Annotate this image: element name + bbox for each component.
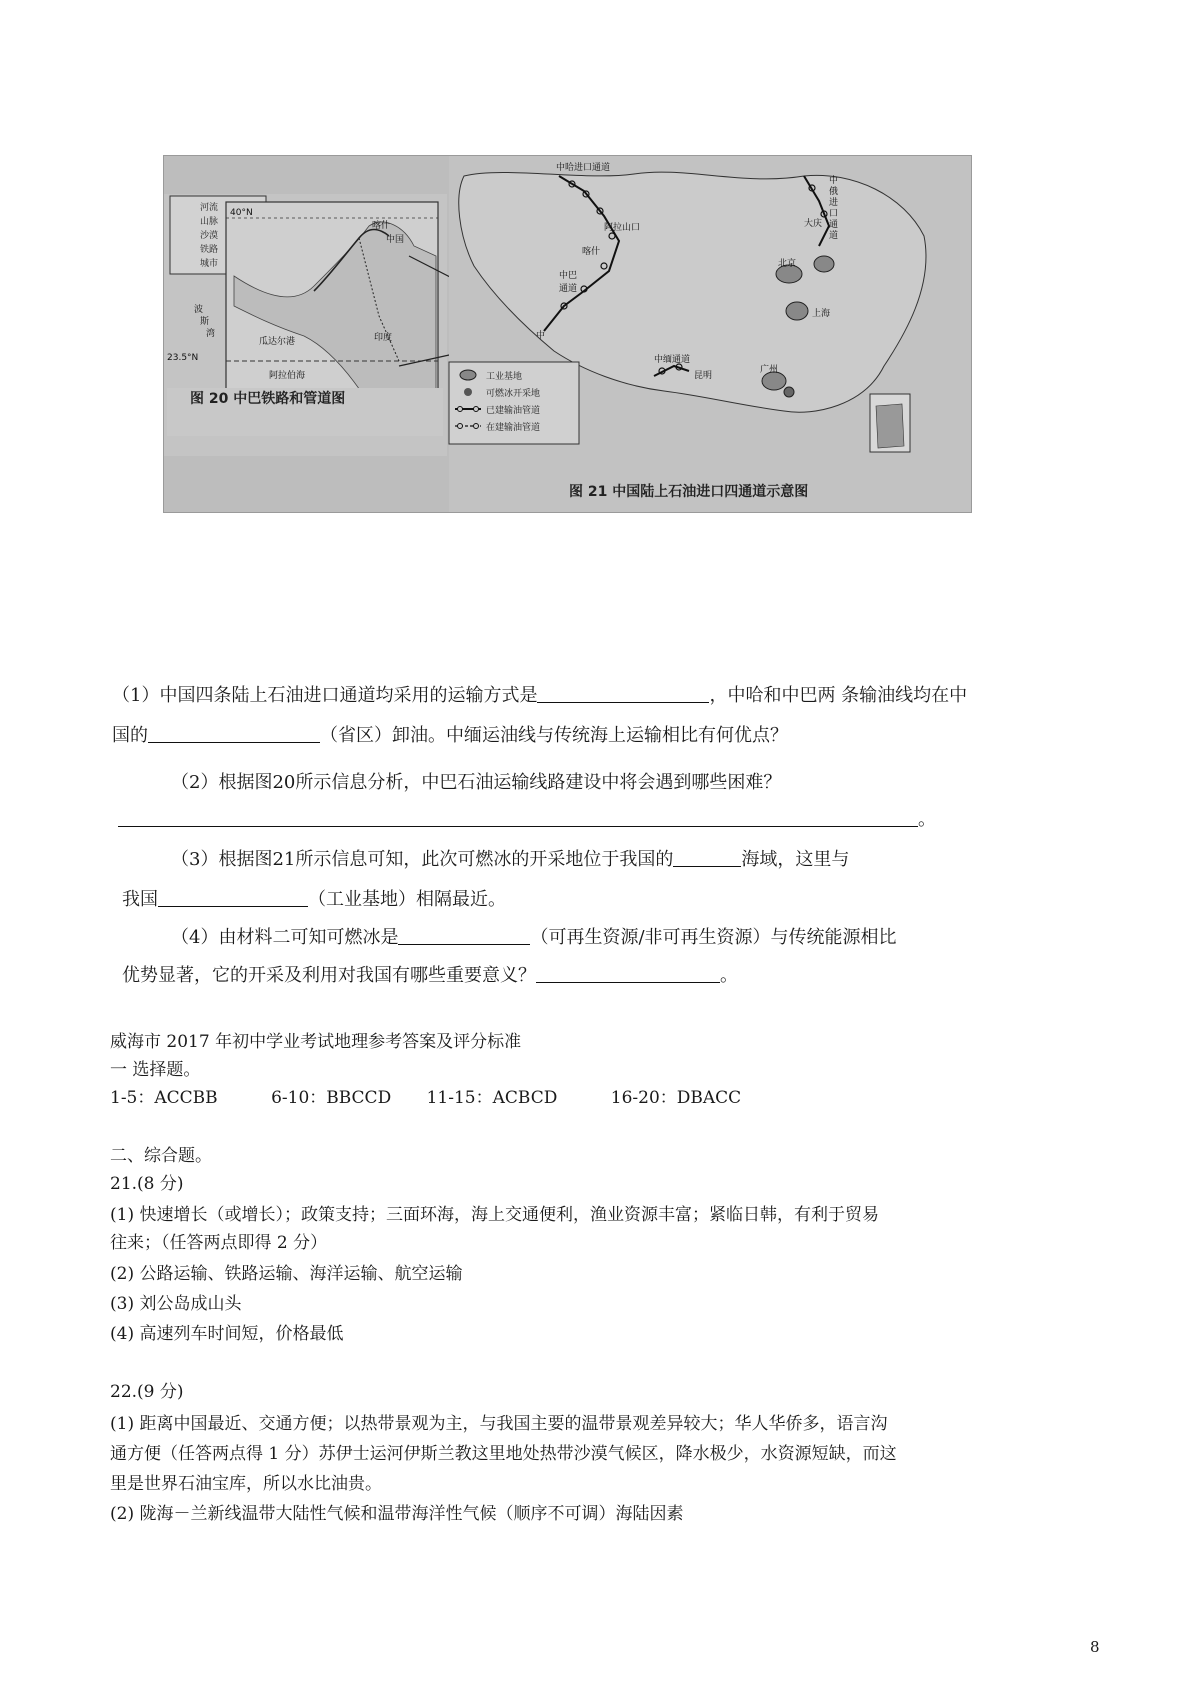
shanghai-label: 上海 xyxy=(812,309,831,319)
bosi-label-2: 斯 xyxy=(200,317,210,327)
q21-answer-1a: (1) 快速增长（或增长）；政策支持；三面环海，海上交通便利，渔业资源丰富；紧临日韩，有利于贸易 xyxy=(110,1205,879,1225)
kashi21-label: 喀什 xyxy=(582,247,601,257)
daqing-label: 大庆 xyxy=(804,219,823,229)
zhongba-label: 中巴通道 xyxy=(559,271,578,294)
question-4-line2 xyxy=(122,962,738,989)
alashan-label: 阿拉山口 xyxy=(604,223,641,233)
choice-16-20: 16-20：DBACC xyxy=(610,1088,742,1108)
q21-answer-3: (3) 刘公岛成山头 xyxy=(110,1294,242,1314)
legend21-industrial: 工业基地 xyxy=(486,372,523,382)
q1-text-d: （省区）卸油。中缅运油线与传统海上运输相比有何优点？ xyxy=(320,725,788,746)
zhonghe-label: 中哈进口通道 xyxy=(556,163,611,173)
guangzhou-label: 广州 xyxy=(760,365,779,375)
question-3-line2 xyxy=(122,886,506,913)
lat40-label: 40°N xyxy=(230,208,253,218)
beijing-label: 北京 xyxy=(778,259,797,269)
q21-heading: 21.(8 分) xyxy=(110,1174,184,1194)
q3-text-c: 我国 xyxy=(122,889,158,910)
caption-fig21: 图 21 中国陆上石油进口四通道示意图 xyxy=(569,484,809,500)
question-1-line1 xyxy=(112,682,967,709)
legend20-desert: 沙漠 xyxy=(200,231,219,241)
q1-text-a: （1）中国四条陆上石油进口通道均采用的运输方式是 xyxy=(112,685,538,706)
legend20-river: 河流 xyxy=(200,203,219,213)
q22-answer-1c: 里是世界石油宝库，所以水比油贵。 xyxy=(110,1474,382,1494)
zhongmian-label: 中缅通道 xyxy=(654,355,691,365)
q1-text-b: ，中哈和中巴两 条输油线均在中 xyxy=(709,685,968,706)
legend20-city: 城市 xyxy=(200,259,219,269)
q4-text-b: （可再生资源/非可再生资源）与传统能源相比 xyxy=(530,927,897,948)
question-2: （2）根据图20所示信息分析，中巴石油运输线路建设中将会遇到哪些困难？ xyxy=(171,772,782,793)
q4-text-a: （4）由材料二可知可燃冰是 xyxy=(171,927,399,948)
q21-answer-4: (4) 高速列车时间短，价格最低 xyxy=(110,1324,344,1344)
q22-answer-1b: 通方便（任答两点得 1 分）苏伊士运河伊斯兰教这里地处热带沙漠气候区，降水极少，水资源短缺，而这 xyxy=(110,1444,897,1464)
legend21-building: 在建输油管道 xyxy=(486,423,541,433)
legend20-mountain: 山脉 xyxy=(200,217,219,227)
q3-text-b: 海域，这里与 xyxy=(741,849,850,870)
legend20-railway: 铁路 xyxy=(200,245,219,255)
q1-blank-1[interactable] xyxy=(537,682,709,703)
q1-blank-2[interactable] xyxy=(148,722,320,743)
question-3-line1 xyxy=(171,846,849,873)
q4-blank-2[interactable] xyxy=(536,962,720,983)
choice-6-10: 6-10：BBCCD xyxy=(271,1088,392,1108)
zhonge-label: 中俄进口通道 xyxy=(829,176,839,241)
answers-title: 威海市 2017 年初中学业考试地理参考答案及评分标准 xyxy=(110,1032,522,1052)
legend21-iceburn: 可燃冰开采地 xyxy=(486,389,541,399)
lat23-label: 23.5°N xyxy=(167,353,199,363)
kunming-label: 昆明 xyxy=(694,371,713,381)
q2-end: 。 xyxy=(918,809,936,830)
q22-heading: 22.(9 分) xyxy=(110,1382,184,1402)
choice-answers-row xyxy=(110,1086,741,1110)
section-2-heading: 二、综合题。 xyxy=(110,1146,212,1166)
q3-text-a: （3）根据图21所示信息可知，此次可燃冰的开采地位于我国的 xyxy=(171,849,674,870)
choice-11-15: 11-15：ACBCD xyxy=(426,1088,558,1108)
arabian-sea-label: 阿拉伯海 xyxy=(269,371,306,381)
q4-text-c: 优势显著，它的开采及利用对我国有哪些重要意义？ xyxy=(122,965,536,986)
q3-blank-1[interactable] xyxy=(673,846,741,867)
q1-text-c: 国的 xyxy=(112,725,148,746)
q4-blank-1[interactable] xyxy=(398,924,530,945)
q21-answer-2: (2) 公路运输、铁路运输、海洋运输、航空运输 xyxy=(110,1264,463,1284)
bosi-label-1: 波 xyxy=(194,305,204,315)
zhong-label: 中 xyxy=(536,331,546,341)
question-1-line2 xyxy=(112,722,788,749)
choice-1-5: 1-5：ACCBB xyxy=(110,1088,218,1108)
china20-label: 中国 xyxy=(386,235,405,245)
question-4-line1 xyxy=(171,924,897,951)
india20-label: 印度 xyxy=(374,333,393,343)
q22-answer-1a: (1) 距离中国最近、交通方便；以热带景观为主，与我国主要的温带景观差异较大；华人华侨多，语言沟 xyxy=(110,1414,888,1434)
legend21-built: 已建输油管道 xyxy=(486,406,541,416)
bosi-label-3: 湾 xyxy=(206,329,216,339)
q4-end: 。 xyxy=(720,965,738,986)
q2-blank[interactable] xyxy=(118,806,918,827)
gwadar-label: 瓜达尔港 xyxy=(259,337,296,347)
page-number: 8 xyxy=(1090,1638,1100,1656)
kashi20-label: 喀什 xyxy=(372,221,391,231)
q22-answer-2: (2) 陇海－兰新线温带大陆性气候和温带海洋性气候（顺序不可调）海陆因素 xyxy=(110,1504,684,1524)
caption-fig20: 图 20 中巴铁路和管道图 xyxy=(190,391,346,407)
q3-blank-2[interactable] xyxy=(158,886,308,907)
map-figure xyxy=(163,155,972,513)
question-2-answer-line xyxy=(118,806,936,833)
q3-text-d: （工业基地）相隔最近。 xyxy=(308,889,506,910)
section-1-heading: 一 选择题。 xyxy=(110,1060,201,1080)
q21-answer-1b: 往来；（任答两点即得 2 分） xyxy=(110,1233,328,1253)
